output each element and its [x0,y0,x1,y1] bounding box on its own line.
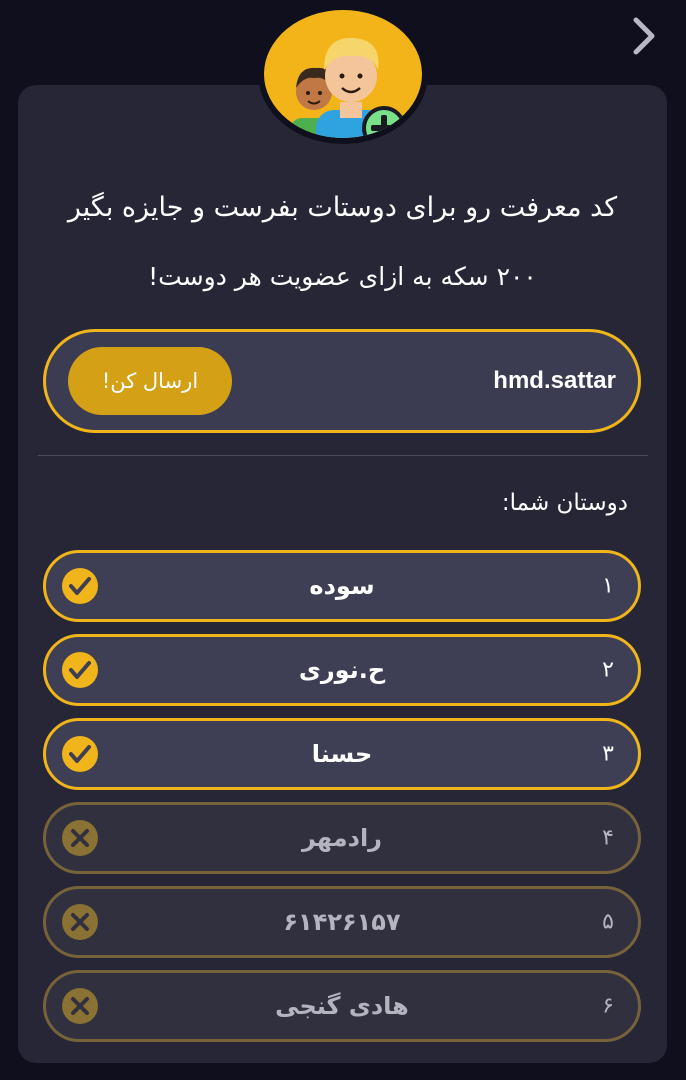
friends-section-title: دوستان شما: [501,490,628,516]
friend-index: ۵ [602,909,614,935]
friend-row[interactable] [43,718,641,790]
friend-index: ۱ [602,573,614,599]
friend-name: ۶۱۴۲۶۱۵۷ [283,908,401,936]
friend-name: ح.نوری [298,656,386,684]
x-circle-icon [61,819,99,857]
friend-index: ۲ [602,657,614,683]
add-friend-icon [258,4,428,144]
x-circle-icon [61,987,99,1025]
check-circle-icon [61,735,99,773]
chevron-right-icon [630,16,658,60]
friend-row[interactable] [43,970,641,1042]
friend-index: ۴ [602,825,614,851]
friend-name: هادی گنجی [275,992,409,1020]
friend-row[interactable] [43,802,641,874]
friend-index: ۶ [602,993,614,1019]
friend-name: رادمهر [302,824,382,852]
reward-description: ۲۰۰ سکه به ازای عضویت هر دوست! [148,262,537,291]
referral-code: hmd.sattar [493,367,616,394]
friend-row[interactable] [43,886,641,958]
x-circle-icon [61,903,99,941]
check-circle-icon [61,651,99,689]
referral-code-box [43,329,641,433]
friend-row[interactable] [43,634,641,706]
send-button[interactable]: ارسال کن! [68,347,232,415]
divider [38,455,648,456]
back-button[interactable] [624,16,664,60]
check-circle-icon [61,567,99,605]
friend-name: حسنا [311,740,373,768]
friend-name: سوده [309,572,375,600]
friend-row[interactable] [43,550,641,622]
referral-headline: کد معرفت رو برای دوستات بفرست و جایزه بگیر [67,192,618,223]
friend-index: ۳ [602,741,614,767]
